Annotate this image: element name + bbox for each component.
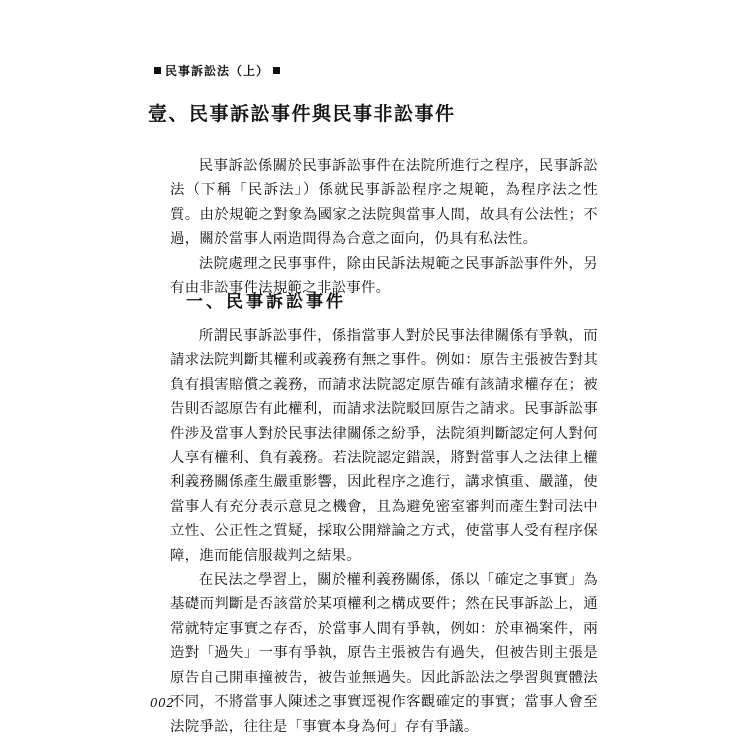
paragraph: 在民法之學習上，關於權利義務關係，係以「確定之事實」為基礎而判斷是否該當於某項權利之構成要件；然在民事訴訟上，通常就特定事實之存否，於當事人間有爭執，例如：於車禍案件，兩造對「過失」一事有爭執，原告主張被告有過失，但被告則主張是原告自己開車撞被告，被告並無過失。因此訴訟法之學習與實體法不同，不將當事人陳述之事實逕視作客觀確定的事實；當事人會至法院爭訟，往往是「事實本身為何」存有爭議。 xyxy=(170,572,598,735)
chapter-title: 壹、民事訴訟事件與民事非訟事件 xyxy=(148,103,456,125)
intro-text xyxy=(170,154,598,300)
paragraph: 民事訴訟係關於民事訴訟事件在法院所進行之程序，民事訴訟法（下稱「民訴法」）係就民事訴訟程序之規範，為程序法之性質。由於規範之對象為國家之法院與當事人間，故具有公法性；不過，關於當事人兩造間得為合意之面向，仍具有私法性。 xyxy=(170,158,598,248)
book-title: 民事訴訟法（上） xyxy=(165,64,270,78)
square-bullet-icon xyxy=(273,67,280,74)
section-text xyxy=(170,324,598,739)
square-bullet-icon xyxy=(154,67,161,74)
section-heading: 一、民事訴訟事件 xyxy=(186,292,346,312)
running-header xyxy=(150,62,284,79)
paragraph: 所謂民事訴訟事件，係指當事人對於民事法律關係有爭執，而請求法院判斷其權利或義務有無之事件。例如：原告主張被告對其負有損害賠償之義務，而請求法院認定原告確有該請求權存在；被告則否認原告有此權利，而請求法院駁回原告之請求。民事訴訟事件涉及當事人對於民事法律關係之紛爭，法院須判斷認定何人對何人享有權利、負有義務。若法院認定錯誤，將對當事人之法律上權利義務關係產生嚴重影響，因此程序之進行，講求慎重、嚴謹，使當事人有充分表示意見之機會，且為避免密室審判而產生對司法中立性、公正性之質疑，採取公開辯論之方式，使當事人受有程序保障，進而能信服裁判之結果。 xyxy=(170,328,598,564)
page-number: 002 xyxy=(150,696,175,710)
paragraph: 法院處理之民事事件，除由民訴法規範之民事訴訟事件外，另有由非訟事件法規範之非訟事件。 xyxy=(170,255,598,297)
